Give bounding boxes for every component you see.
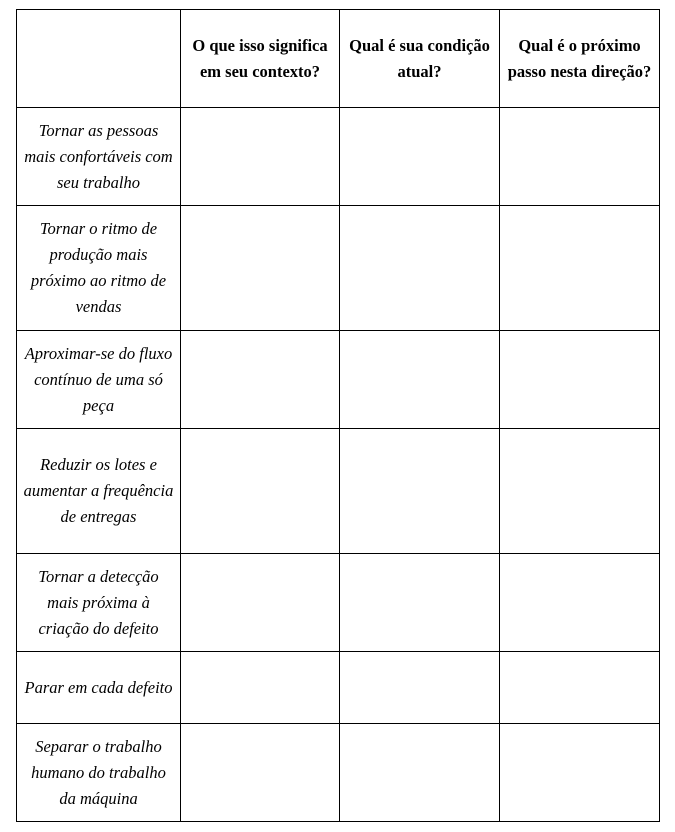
table-row — [17, 554, 660, 652]
column-header-current-condition: Qual é sua condição atual? — [340, 10, 500, 108]
worksheet-table — [16, 9, 660, 822]
column-header-next-step: Qual é o próximo passo nesta direção? — [500, 10, 660, 108]
row-label: Tornar a detecção mais próxima à criação do defeito — [17, 554, 181, 652]
answer-cell-next-step[interactable] — [500, 429, 660, 554]
answer-cell-current-condition[interactable] — [340, 331, 500, 429]
header-row — [17, 10, 660, 108]
answer-cell-meaning[interactable] — [181, 724, 340, 822]
answer-cell-current-condition[interactable] — [340, 108, 500, 206]
answer-cell-meaning[interactable] — [181, 652, 340, 724]
answer-cell-meaning[interactable] — [181, 206, 340, 331]
row-label: Tornar o ritmo de produção mais próximo ao ritmo de vendas — [17, 206, 181, 331]
answer-cell-next-step[interactable] — [500, 206, 660, 331]
answer-cell-next-step[interactable] — [500, 652, 660, 724]
table-row — [17, 724, 660, 822]
row-label: Parar em cada defeito — [17, 652, 181, 724]
table-row — [17, 331, 660, 429]
answer-cell-meaning[interactable] — [181, 554, 340, 652]
row-label: Separar o trabalho humano do trabalho da máquina — [17, 724, 181, 822]
corner-cell — [17, 10, 181, 108]
table-row — [17, 429, 660, 554]
answer-cell-next-step[interactable] — [500, 724, 660, 822]
answer-cell-meaning[interactable] — [181, 331, 340, 429]
answer-cell-current-condition[interactable] — [340, 206, 500, 331]
column-header-meaning: O que isso significa em seu contexto? — [181, 10, 340, 108]
answer-cell-next-step[interactable] — [500, 331, 660, 429]
answer-cell-current-condition[interactable] — [340, 652, 500, 724]
answer-cell-meaning[interactable] — [181, 429, 340, 554]
table-row — [17, 652, 660, 724]
table-row — [17, 108, 660, 206]
answer-cell-next-step[interactable] — [500, 108, 660, 206]
answer-cell-current-condition[interactable] — [340, 724, 500, 822]
answer-cell-current-condition[interactable] — [340, 554, 500, 652]
row-label: Aproximar-se do fluxo contínuo de uma só peça — [17, 331, 181, 429]
answer-cell-current-condition[interactable] — [340, 429, 500, 554]
answer-cell-next-step[interactable] — [500, 554, 660, 652]
table-row — [17, 206, 660, 331]
row-label: Reduzir os lotes e aumentar a frequência de entregas — [17, 429, 181, 554]
row-label: Tornar as pessoas mais confortáveis com seu trabalho — [17, 108, 181, 206]
answer-cell-meaning[interactable] — [181, 108, 340, 206]
